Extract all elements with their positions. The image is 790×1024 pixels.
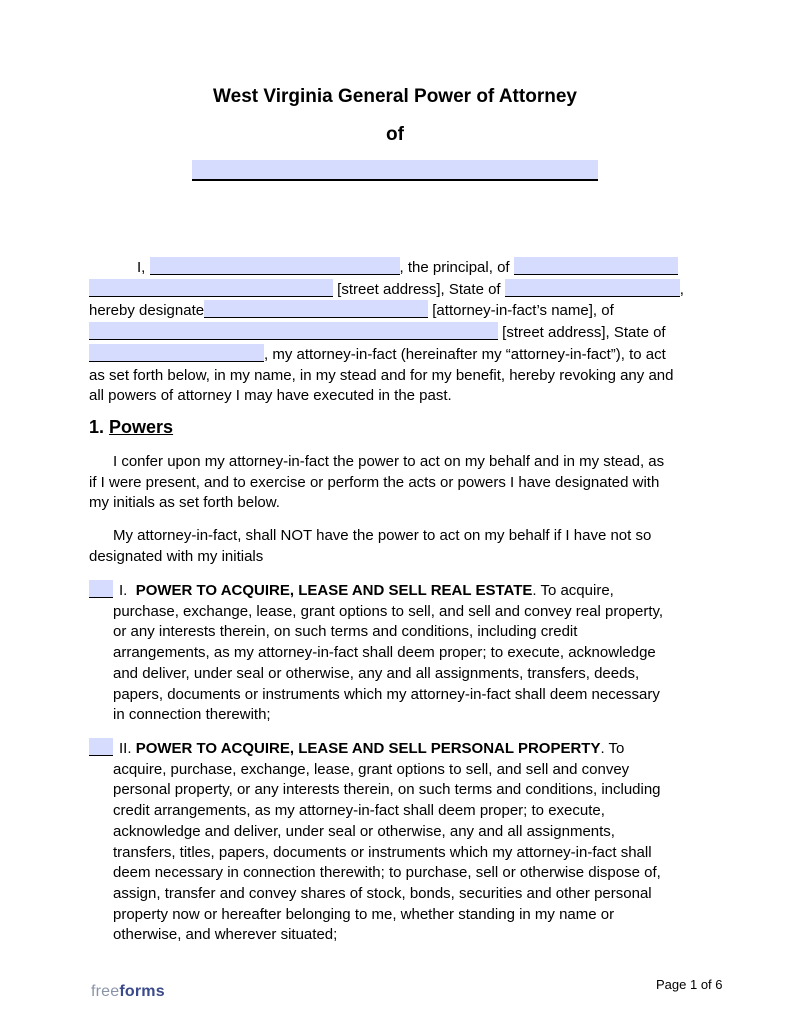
intro-line-6: as set forth below, in my name, in my stead and for my benefit, hereby revoking any and: [89, 366, 674, 384]
attorney-name-field[interactable]: [204, 300, 428, 318]
initials-field-real-estate[interactable]: [89, 580, 113, 598]
principal-street-field-1[interactable]: [514, 257, 678, 275]
intro-line-3: hereby designate [attorney-in-fact’s name], of: [89, 302, 614, 320]
principal-state-field[interactable]: [505, 279, 680, 297]
attorney-street-field[interactable]: [89, 322, 498, 340]
principal-street-field-2[interactable]: [89, 279, 333, 297]
power-item-personal-property: II. POWER TO ACQUIRE, LEASE AND SELL PERSONAL PROPERTY. To acquire, purchase, exchange, lease, grant options to sell, and sell and convey personal property, or any interests therein, on such terms and conditions, including credit arrangements, as my attorney-in-fact shall deem proper; to execute, acknowledge and deliver, under seal or otherwise, any and all assignments, transfers, titles, papers, documents or instruments which my attorney-in-fact shall deem necessary in connection therewith; to purchase, sell or otherwise dispose of, assign, transfer and convey shares of stock, bonds, securities and other personal property now or hereafter belonging to me, whether standing in my name or otherwise, and wherever situated;: [89, 738, 699, 946]
intro-line-2: [street address], State of ,: [89, 279, 704, 301]
principal-name-field[interactable]: [150, 257, 400, 275]
page-number: Page 1 of 6: [656, 977, 723, 992]
document-subtitle: of: [386, 124, 404, 145]
intro-line-7: all powers of attorney I may have executed in the past.: [89, 387, 452, 405]
power-item-real-estate: I. POWER TO ACQUIRE, LEASE AND SELL REAL ESTATE. To acquire, purchase, exchange, lease, grant options to sell, and sell and convey real property, or any interests therein, on such terms and conditions, including credit arrangements, as my attorney-in-fact shall deem proper; to execute, acknowledge and deliver, under seal or otherwise, any and all assignments, transfers, deeds, papers, documents or instruments which my attorney-in-fact shall deem necessary in connection therewith;: [89, 580, 699, 726]
intro-line-4: [street address], State of: [89, 322, 704, 344]
document-title: West Virginia General Power of Attorney: [213, 86, 577, 107]
section-1-heading: 1. Powers: [89, 417, 174, 437]
powers-paragraph-1: I confer upon my attorney-in-fact the power to act on my behalf and in my stead, as if I were present, and to exercise or perform the acts or powers I have designated with my initials as set forth below.: [89, 453, 665, 512]
freeforms-logo: freeforms: [91, 983, 165, 1000]
powers-paragraph-2: My attorney-in-fact, shall NOT have the power to act on my behalf if I have not so designated with my initials: [89, 527, 652, 565]
attorney-state-field[interactable]: [89, 344, 264, 362]
principal-name-header-field[interactable]: [192, 160, 598, 181]
intro-line-1: I, , the principal, of: [89, 257, 704, 279]
initials-field-personal-property[interactable]: [89, 738, 113, 756]
intro-paragraph: [89, 257, 704, 407]
intro-line-5: , my attorney-in-fact (hereinafter my “attorney-in-fact”), to act: [89, 344, 704, 366]
section-1-title: Powers: [109, 417, 174, 437]
